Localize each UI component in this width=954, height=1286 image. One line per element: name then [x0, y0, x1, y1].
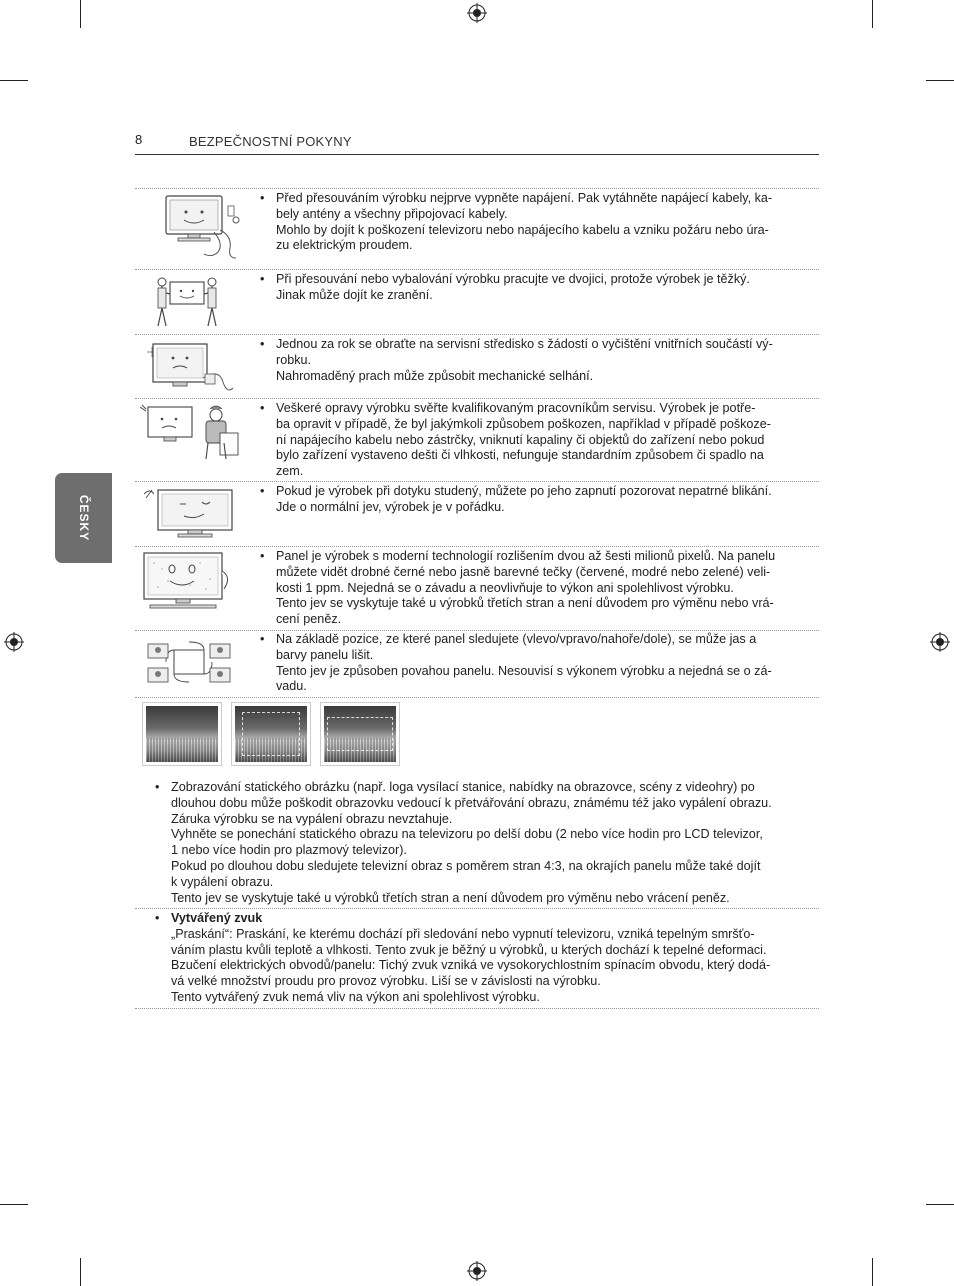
bullet: •	[260, 401, 265, 415]
row-separator	[135, 188, 819, 189]
row-separator	[135, 398, 819, 399]
image-retention-photo	[320, 702, 400, 766]
text-line: Jednou za rok se obraťte na servisní středisko s žádostí o vyčištění vnitřních součástí vý-	[276, 337, 773, 351]
cold-tv-flicker-icon	[140, 486, 236, 542]
bullet: •	[260, 484, 265, 498]
row-separator	[135, 908, 819, 909]
registration-target-icon	[930, 632, 950, 652]
text-line: Na základě pozice, ze které panel sledujete (vlevo/vpravo/nahoře/dole), se může jas a	[276, 632, 757, 646]
text-line: bely antény a všechny připojovací kabely.	[276, 206, 508, 221]
text-line: Veškeré opravy výrobku svěřte kvalifikovaným pracovníkům servisu. Výrobek je potře-	[276, 401, 756, 415]
text-line: Zobrazování statického obrázku (např. loga vysílací stanice, nabídky na obrazovce, scény z videohry) po	[171, 780, 755, 794]
bullet: •	[155, 780, 160, 794]
list-item	[260, 549, 800, 628]
image-retention-photo	[142, 702, 222, 766]
tv-unplug-cables-icon	[158, 192, 244, 262]
language-label: ČESKY	[76, 494, 91, 542]
technician-repair-icon	[136, 401, 242, 463]
page-header: BEZPEČNOSTNÍ POKYNY	[189, 134, 352, 149]
text-line: bylo zařízení vystaveno dešti či vlhkosti, nefunguje standardním způsobem či spadlo na	[276, 448, 764, 463]
text-line: můžete vidět drobné černé nebo jasně barevné tečky (červené, modré nebo zelené) veli-	[276, 564, 771, 579]
text-line: kosti 1 ppm. Nejedná se o závadu a neovlivňuje to výkon ani spolehlivost výrobku.	[276, 580, 734, 595]
text-line: zem.	[276, 464, 304, 479]
text-line: Tento vytvářený zvuk nemá vliv na výkon ani spolehlivost výrobku.	[171, 989, 540, 1004]
bullet: •	[260, 337, 265, 351]
text-line: Mohlo by dojít k poškození televizoru nebo napájecího kabelu a vzniku požáru nebo úra-	[276, 222, 769, 237]
text-line: robku.	[276, 352, 312, 367]
text-line: 1 nebo více hodin pro plazmový televizor).	[171, 843, 407, 858]
text-line: Nahromaděný prach může způsobit mechanické selhání.	[276, 368, 594, 383]
row-separator	[135, 269, 819, 270]
list-item	[260, 401, 800, 480]
bullet: •	[260, 549, 265, 563]
text-line: ní napájecího kabelu nebo zástrčky, vniknutí kapaliny či objektů do zařízení nebo pokud	[276, 432, 765, 447]
text-line: barvy panelu lišit.	[276, 647, 374, 662]
text-line: Před přesouváním výrobku nejprve vypněte napájení. Pak vytáhněte napájecí kabely, ka-	[276, 191, 773, 205]
tv-pixel-dots-icon	[140, 549, 236, 613]
text-line: Pokud je výrobek při dotyku studený, můžete po jeho zapnutí pozorovat nepatrné blikání.	[276, 484, 772, 498]
tv-dust-cleaning-icon	[143, 338, 237, 396]
text-line: vá velké množství proudu pro provoz výrobku. Liší se v závislosti na výrobku.	[171, 974, 601, 989]
row-separator	[135, 481, 819, 482]
crop-mark	[872, 1258, 873, 1286]
text-line: zu elektrickým proudem.	[276, 238, 413, 253]
registration-target-icon	[4, 632, 24, 652]
list-item	[260, 484, 800, 516]
two-people-carrying-tv-icon	[154, 274, 220, 330]
row-separator	[135, 630, 819, 631]
text-line: váním plastu kvůli teplotě a vlhkosti. Tento zvuk je běžný u výrobků, u kterých dochází k tepelné deformaci.	[171, 942, 767, 957]
bullet: •	[260, 272, 265, 286]
row-separator	[135, 334, 819, 335]
page-number: 8	[135, 132, 143, 147]
crop-mark	[0, 80, 28, 81]
text-line: Vyhněte se ponechání statického obrazu na televizoru po delší dobu (2 nebo více hodin pro LCD televizor,	[171, 827, 763, 842]
list-item	[155, 780, 805, 906]
text-line: „Praskání“: Praskání, ke kterému dochází při sledování nebo vypnutí televizoru, vzniká tepelným smršťo-	[171, 926, 755, 941]
text-line: dlouhou dobu může poškodit obrazovku vedoucí k přetvářování obrazu, známému též jako vypálení obrazu.	[171, 795, 772, 810]
row-separator	[135, 697, 819, 698]
bullet: •	[260, 191, 265, 205]
row-separator	[135, 546, 819, 547]
list-item	[260, 337, 800, 384]
text-line: Pokud po dlouhou dobu sledujete televizní obraz s poměrem stran 4:3, na okrajích panelu může také dojít	[171, 858, 761, 873]
text-line: k vypálení obrazu.	[171, 874, 274, 889]
list-item	[155, 911, 805, 1006]
text-line: Jinak může dojít ke zranění.	[276, 287, 433, 302]
text-line: Při přesouvání nebo vybalování výrobku pracujte ve dvojici, protože výrobek je těžký.	[276, 272, 750, 286]
text-line: cení peněz.	[276, 612, 342, 627]
crop-mark	[872, 0, 873, 28]
text-line: vadu.	[276, 679, 307, 694]
text-line: Bzučení elektrických obvodů/panelu: Tichý zvuk vzniká ve vysokorychlostním spínacím obvodu, který dodá-	[171, 958, 771, 973]
bullet: •	[260, 632, 265, 646]
list-item	[260, 632, 800, 695]
image-retention-photo	[231, 702, 311, 766]
crop-mark	[926, 80, 954, 81]
text-line: Záruka výrobku se na vypálení obrazu nevztahuje.	[171, 811, 453, 826]
registration-target-icon	[467, 1261, 487, 1281]
header-rule	[135, 154, 819, 155]
crop-mark	[926, 1204, 954, 1205]
text-line: Tento jev je způsoben povahou panelu. Nesouvisí s výkonem výrobku a nejedná se o zá-	[276, 663, 772, 678]
list-item	[260, 272, 800, 304]
viewing-angle-icon	[144, 636, 234, 690]
crop-mark	[80, 1258, 81, 1286]
text-line: ba opravit v případě, že byl jakýmkoli způsobem poškozen, například v případě poškoze-	[276, 416, 771, 431]
section-title: Vytvářený zvuk	[171, 911, 263, 925]
bullet: •	[155, 911, 160, 925]
crop-mark	[80, 0, 81, 28]
text-line: Tento jev se vyskytuje také u výrobků třetích stran a není důvodem pro výměnu nebo vrácení peněz.	[171, 890, 730, 905]
list-item	[260, 191, 800, 254]
language-side-tab	[55, 473, 112, 563]
crop-mark	[0, 1204, 28, 1205]
row-separator	[135, 1008, 819, 1009]
text-line: Jde o normální jev, výrobek je v pořádku.	[276, 499, 505, 514]
registration-target-icon	[467, 3, 487, 23]
text-line: Panel je výrobek s moderní technologií rozlišením dvou až šesti milionů pixelů. Na panelu	[276, 549, 776, 563]
text-line: Tento jev se vyskytuje také u výrobků třetích stran a není důvodem pro výměnu nebo vrá-	[276, 596, 774, 611]
